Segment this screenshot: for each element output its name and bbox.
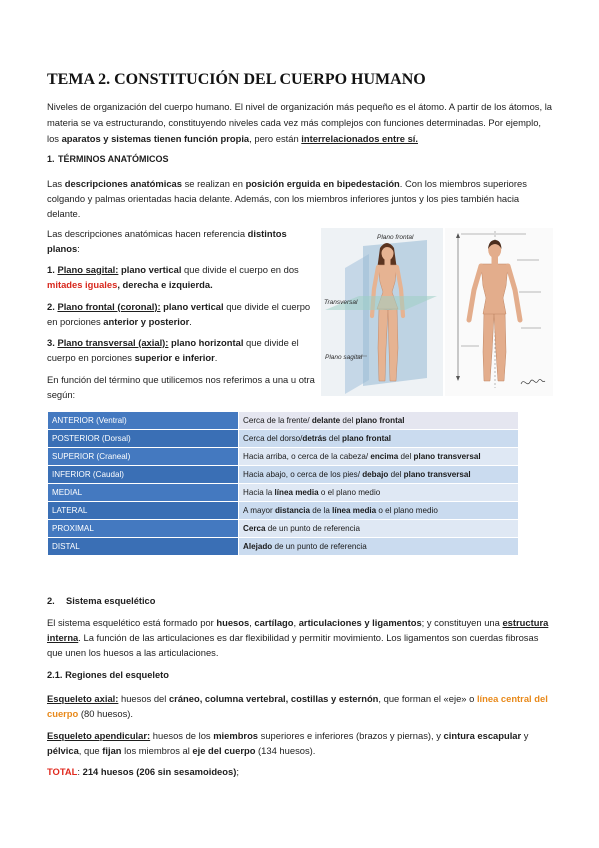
total-bones-paragraph — [47, 764, 553, 779]
emphasis-text: posición erguida en bipedestación — [245, 177, 400, 189]
term-cell: INFERIOR (Caudal) — [48, 466, 239, 484]
text-run: huesos del — [118, 693, 169, 704]
text-run: . La función de las articulaciones es dar flexibilidad y permitir movimiento. Los ligamentos son cuerdas fibrosas que unen los huesos a las articulaciones. — [47, 632, 539, 658]
emphasis-text: , derecha e izquierda. — [117, 279, 213, 290]
text-run: (80 huesos). — [78, 708, 133, 719]
text-run: . — [214, 352, 218, 363]
text-run: Cerca de la frente/ — [243, 416, 312, 425]
term-cell: MEDIAL — [48, 484, 239, 502]
text-run: superiores e inferiores (brazos y piernas), y — [258, 730, 444, 741]
table-row — [48, 466, 519, 484]
table-row — [48, 538, 519, 556]
emphasis-text: cintura escapular — [443, 730, 522, 741]
term-cell: DISTAL — [48, 538, 239, 556]
emphasis-text: plano frontal — [355, 416, 405, 425]
text-run: Cerca del dorso/ — [243, 434, 303, 443]
section-2-heading — [47, 594, 553, 609]
anatomical-terms-table — [47, 411, 519, 556]
emphasis-text: articulaciones y ligamentos — [298, 617, 422, 628]
plane-sagital-item — [47, 262, 317, 292]
text-run: que divide el cuerpo en porciones — [47, 300, 311, 327]
emphasis-text: Alejado — [243, 542, 273, 551]
term-cell: PROXIMAL — [48, 520, 239, 538]
description-cell — [239, 430, 519, 448]
term-cell: POSTERIOR (Dorsal) — [48, 430, 239, 448]
text-run: los miembros al — [121, 745, 193, 756]
text-run: Las — [47, 177, 65, 189]
section-1-title: TÉRMINOS ANATÓMICOS — [58, 154, 169, 164]
text-run: . Con los miembros superiores colgando y palmas orientadas hacia delante. Además, con los miembros inferiores juntos y los pies también hacia delante. — [47, 177, 527, 219]
emphasis-text: debajo — [362, 470, 389, 479]
emphasis-text: cráneo, columna vertebral, costillas y esternón — [168, 693, 379, 704]
emphasis-text: distintos planos — [47, 227, 287, 254]
text-run: y — [521, 730, 529, 741]
text-run: . — [189, 315, 192, 327]
emphasis-text: plano transversal — [413, 452, 481, 461]
description-cell — [239, 412, 519, 430]
page-title: TEMA 2. CONSTITUCIÓN DEL CUERPO HUMANO — [47, 71, 426, 88]
text-run: del — [398, 452, 414, 461]
section-1-heading — [47, 152, 553, 167]
text-run: A mayor — [243, 506, 275, 515]
emphasis-text: plano frontal — [342, 434, 392, 443]
emphasis-text: huesos — [216, 617, 250, 628]
text-run: de un punto de referencia — [265, 524, 360, 533]
emphasis-text: plano horizontal — [171, 337, 244, 348]
text-run: Hacia abajo, o cerca de los pies/ — [243, 470, 363, 479]
emphasis-text: 214 huesos (206 sin sesamoideos) — [82, 766, 237, 777]
emphasis-text: delante — [311, 416, 341, 425]
skeletal-system-paragraph — [47, 615, 553, 660]
subsection-heading: 2.1. Regiones del esqueleto — [47, 670, 169, 680]
emphasis-text: aparatos y sistemas tienen función propia — [61, 133, 250, 144]
emphasis-text: 1. — [47, 264, 58, 275]
emphasis-text: encima — [370, 452, 399, 461]
description-cell — [239, 538, 519, 556]
term-cell: LATERAL — [48, 502, 239, 520]
text-run: , — [293, 617, 299, 628]
description-cell — [239, 520, 519, 538]
emphasis-text: interrelacionados entre sí. — [301, 133, 418, 144]
emphasis-text: línea central del cuerpo — [47, 693, 548, 719]
emphasis-text: estructura interna — [47, 617, 549, 643]
table-row — [48, 448, 519, 466]
torso — [481, 264, 508, 314]
document-page — [47, 70, 553, 779]
text-run: del — [340, 416, 356, 425]
planes-text-column — [47, 226, 317, 402]
emphasis-text: Esqueleto axial: — [47, 693, 119, 704]
text-run: huesos de los — [150, 730, 214, 741]
emphasis-text: plano vertical — [121, 264, 182, 275]
text-run: que divide el cuerpo en porciones — [47, 337, 299, 363]
section-2-number: 2. — [47, 596, 55, 606]
description-cell — [239, 448, 519, 466]
emphasis-text: 2. — [47, 300, 58, 312]
emphasis-text: 3. — [47, 337, 58, 348]
text-run: del — [326, 434, 342, 443]
text-run: , que — [78, 745, 103, 756]
emphasis-text: Plano transversal (axial): — [57, 337, 169, 348]
description-cell — [239, 502, 519, 520]
text-run: , que forman el «eje» o — [378, 693, 477, 704]
emphasis-text: línea media — [332, 506, 377, 515]
term-cell: SUPERIOR (Craneal) — [48, 448, 239, 466]
emphasis-text: Plano frontal (coronal): — [57, 300, 161, 312]
terms-intro-paragraph — [47, 372, 317, 402]
planes-row — [47, 226, 553, 402]
plane-frontal-item — [47, 299, 317, 329]
description-cell — [239, 466, 519, 484]
description-cell — [239, 484, 519, 502]
emphasis-text: mitades iguales — [47, 279, 118, 290]
emphasis-text: Plano sagital: — [57, 264, 119, 275]
text-run: , — [249, 617, 255, 628]
table-row — [48, 502, 519, 520]
emphasis-text: superior e inferior — [134, 352, 215, 363]
text-run: del — [388, 470, 404, 479]
emphasis-text: pélvica — [47, 745, 79, 756]
intro-paragraph — [47, 99, 553, 147]
text-run: En función del término que utilicemos nos referimos a una u otra según: — [47, 373, 315, 400]
section-1-number: 1. — [47, 154, 55, 164]
text-run: Niveles de organización del cuerpo humano. El nivel de organización más pequeño es el átomo. A partir de los átomos, la materia se va estructurando, constituyendo niveles cada vez más complejos con funciones determinadas. Por ejemplo, los — [47, 101, 552, 144]
text-run: de la — [310, 506, 333, 515]
emphasis-text: Esqueleto apendicular: — [47, 730, 151, 741]
text-run: (134 huesos). — [255, 745, 316, 756]
text-run: o el plano medio — [376, 506, 438, 515]
text-run: ; y constituyen una — [421, 617, 503, 628]
text-run: Las descripciones anatómicas hacen referencia — [47, 227, 248, 239]
emphasis-text: Cerca — [243, 524, 266, 533]
text-run: : — [77, 766, 83, 777]
table-row — [48, 520, 519, 538]
axial-skeleton-paragraph — [47, 691, 553, 721]
text-run: El sistema esquelético está formado por — [47, 617, 217, 628]
text-run: o el plano medio — [318, 488, 381, 497]
text-run: , pero están — [249, 133, 302, 144]
emphasis-text: línea media — [274, 488, 319, 497]
table-row — [48, 484, 519, 502]
emphasis-text: distancia — [274, 506, 311, 515]
text-run: que divide el cuerpo en dos — [181, 264, 299, 275]
right-leg — [388, 308, 398, 381]
term-cell: ANTERIOR (Ventral) — [48, 412, 239, 430]
emphasis-text: anterior y posterior — [103, 315, 190, 327]
anatomical-planes-illustration — [321, 228, 553, 396]
table-row — [48, 430, 519, 448]
planes-intro-paragraph — [47, 226, 317, 256]
text-run: : — [77, 242, 80, 254]
label-plano-sagital: Plano sagital — [325, 354, 363, 361]
emphasis-text: fijan — [102, 745, 122, 756]
section-2-title: Sistema esquelético — [66, 596, 156, 606]
emphasis-text: cartílago — [254, 617, 294, 628]
label-transversal: Transversal — [324, 299, 358, 306]
label-plano-frontal: Plano frontal — [377, 234, 414, 241]
emphasis-text: plano transversal — [403, 470, 471, 479]
emphasis-text: eje del cuerpo — [192, 745, 256, 756]
text-run: ; — [236, 766, 239, 777]
anatomical-position-paragraph — [47, 176, 553, 221]
emphasis-text: descripciones anatómicas — [64, 177, 182, 189]
emphasis-text: miembros — [213, 730, 259, 741]
text-run: de un punto de referencia — [272, 542, 367, 551]
appendicular-skeleton-paragraph — [47, 728, 553, 758]
text-run: Hacia arriba, o cerca de la cabeza/ — [243, 452, 371, 461]
text-run: Hacia la — [243, 488, 275, 497]
plane-transversal-item — [47, 335, 317, 365]
table-row — [48, 412, 519, 430]
emphasis-text: TOTAL — [47, 766, 78, 777]
emphasis-text: plano vertical — [163, 300, 224, 312]
text-run: se realizan en — [181, 177, 246, 189]
emphasis-text: detrás — [302, 434, 327, 443]
